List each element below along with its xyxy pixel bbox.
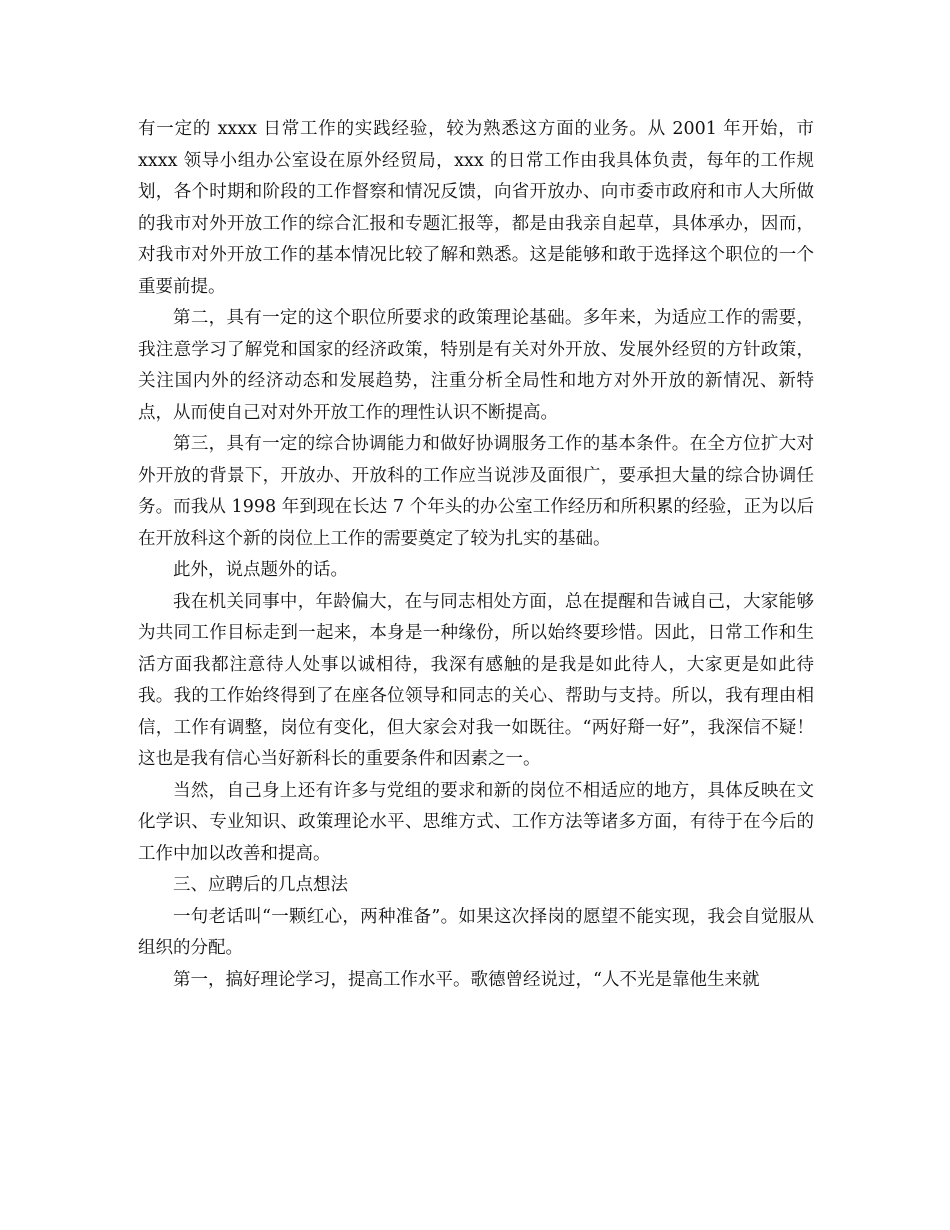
paragraph-7: 一句老话叫“一颗红心，两种准备”。如果这次择岗的愿望不能实现，我会自觉服从组织的分配。 xyxy=(138,906,814,958)
paragraph-2: 第二，具有一定的这个职位所要求的政策理论基础。多年来，为适应工作的需要，我注意学习了解党和国家的经济政策，特别是有关对外开放、发展外经贸的方针政策，关注国内外的经济动态和发展趋势，注重分析全局性和地方对外开放的新情况、新特点，从而使自己对对外开放工作的理性认识不断提高。 xyxy=(138,308,814,423)
paragraph-3: 第三，具有一定的综合协调能力和做好协调服务工作的基本条件。在全方位扩大对外开放的背景下，开放办、开放科的工作应当说涉及面很广，要承担大量的综合协调任务。而我从 1998 年到现在长达 7 个年头的办公室工作经历和所积累的经验，正为以后在开放科这个新的岗位上工作的需要奠定了较为扎实的基础。 xyxy=(138,434,814,549)
paragraph-1: 有一定的 xxxx 日常工作的实践经验，较为熟悉这方面的业务。从 2001 年开始，市 xxxx 领导小组办公室设在原外经贸局，xxx 的日常工作由我具体负责，每年的工作规划，各个时期和阶段的工作督察和情况反馈，向省开放办、向市委市政府和市人大所做的我市对外开放工作的综合汇报和专题汇报等，都是由我亲自起草，具体承办，因而，对我市对外开放工作的基本情况比较了解和熟悉。这是能够和敢于选择这个职位的一个重要前提。 xyxy=(138,119,814,297)
paragraph-4: 此外，说点题外的话。 xyxy=(173,560,348,580)
paragraph-6: 当然，自己身上还有许多与党组的要求和新的岗位不相适应的地方，具体反映在文化学识、专业知识、政策理论水平、思维方式、工作方法等诸多方面，有待于在今后的工作中加以改善和提高。 xyxy=(138,780,814,864)
paragraph-8: 第一，搞好理论学习，提高工作水平。歌德曾经说过，“人不光是靠他生来就 xyxy=(173,969,760,990)
section-heading: 三、应聘后的几点想法 xyxy=(173,875,348,895)
document-body xyxy=(138,114,814,996)
paragraph-5: 我在机关同事中，年龄偏大，在与同志相处方面，总在提醒和告诫自己，大家能够为共同工作目标走到一起来，本身是一种缘份，所以始终要珍惜。因此，日常工作和生活方面我都注意待人处事以诚相待，我深有感触的是我是如此待人，大家更是如此待我。我的工作始终得到了在座各位领导和同志的关心、帮助与支持。所以，我有理由相信，工作有调整，岗位有变化，但大家会对我一如既往。“两好搿一好”，我深信不疑！这也是我有信心当好新科长的重要条件和因素之一。 xyxy=(138,591,814,769)
